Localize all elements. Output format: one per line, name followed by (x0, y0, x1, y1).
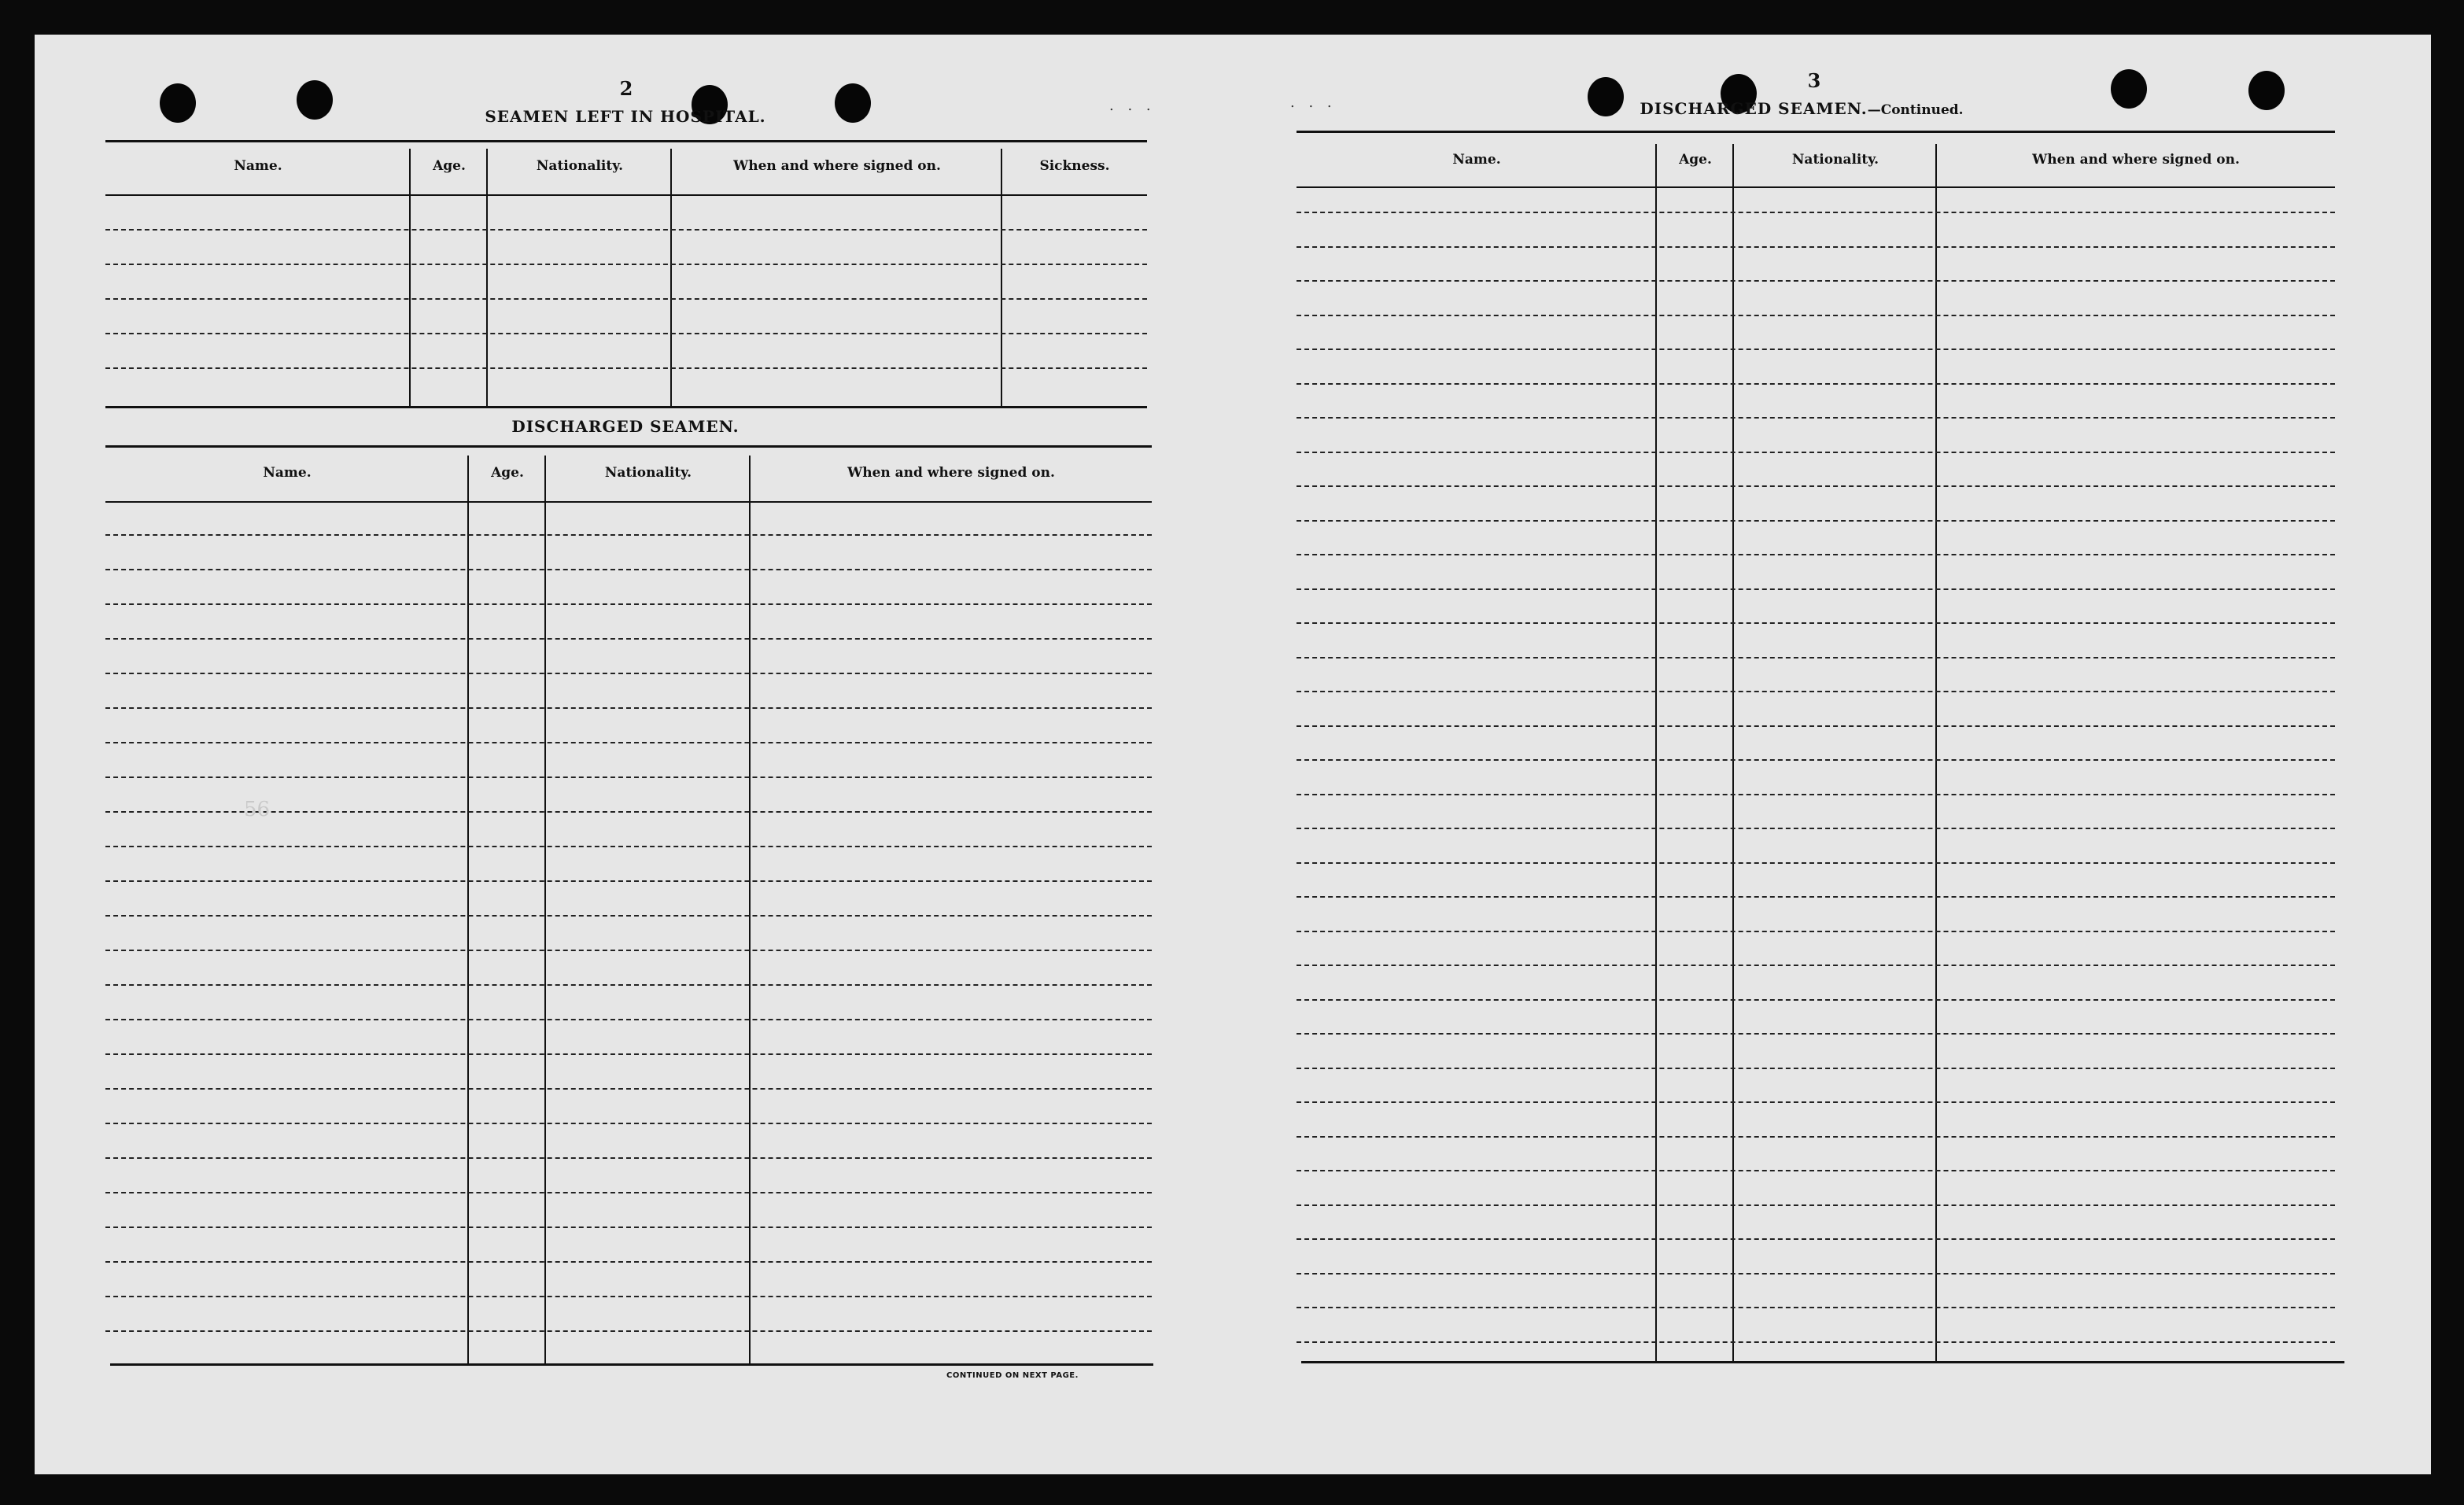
blank-row (105, 880, 1152, 882)
blank-row (1297, 1273, 2335, 1274)
blank-row (105, 333, 1147, 334)
blank-row (1297, 485, 2335, 487)
blank-row (105, 569, 1152, 570)
blank-row (1297, 862, 2335, 864)
column-divider (670, 149, 672, 408)
blank-row (1297, 383, 2335, 385)
blank-row (105, 1296, 1152, 1297)
blank-row (105, 950, 1152, 951)
blank-row (1297, 315, 2335, 316)
discharged-table-left (105, 445, 1152, 1363)
blank-row (105, 1123, 1152, 1124)
blank-row (1297, 1170, 2335, 1171)
blank-row (1297, 999, 2335, 1001)
col-header-sickness: Sickness. (1039, 158, 1110, 174)
continued-note: CONTINUED ON NEXT PAGE. (946, 1371, 1079, 1380)
blank-row (1297, 280, 2335, 282)
col-header-name: Name. (234, 158, 282, 174)
blank-row (105, 1157, 1152, 1159)
column-divider (1001, 149, 1002, 408)
ink-smudge: . . . (1109, 98, 1156, 114)
blank-row (1297, 212, 2335, 213)
blank-row (1297, 622, 2335, 624)
column-divider (1655, 144, 1657, 1363)
hospital-table (105, 140, 1147, 408)
blank-row (1297, 794, 2335, 795)
blank-row (1297, 554, 2335, 555)
blank-row (1297, 1238, 2335, 1240)
blank-row (105, 264, 1147, 265)
blank-row (105, 915, 1152, 917)
column-divider (409, 149, 411, 408)
punch-hole (835, 83, 871, 123)
punch-hole (2248, 71, 2285, 110)
blank-row (1297, 520, 2335, 522)
blank-row (105, 1088, 1152, 1090)
punch-hole (160, 83, 196, 123)
col-header-nationality: Nationality. (1791, 152, 1879, 168)
blank-row (1297, 828, 2335, 829)
blank-row (1297, 1341, 2335, 1343)
blank-row (105, 846, 1152, 847)
punch-hole (2111, 69, 2147, 109)
col-header-age: Age. (433, 158, 466, 174)
blank-row (1297, 1136, 2335, 1138)
blank-row (1297, 1068, 2335, 1069)
faint-mark: 56 (244, 798, 271, 821)
blank-row (1297, 725, 2335, 727)
blank-row (105, 603, 1152, 605)
blank-row (1297, 1033, 2335, 1035)
col-header-nationality: Nationality. (536, 158, 624, 174)
col-header-signed-on: When and where signed on. (847, 465, 1055, 481)
blank-row (1297, 931, 2335, 932)
blank-row (1297, 246, 2335, 248)
blank-row (1297, 1101, 2335, 1103)
page-number-left: 2 (619, 77, 633, 100)
col-header-name: Name. (263, 465, 312, 481)
blank-row (105, 1330, 1152, 1332)
blank-row (1297, 965, 2335, 966)
section-rule (105, 406, 1147, 408)
blank-row (105, 298, 1147, 300)
blank-row (105, 534, 1152, 536)
blank-row (105, 367, 1147, 369)
discharged-section-title: DISCHARGED SEAMEN. (511, 417, 740, 436)
blank-row (105, 1019, 1152, 1020)
hospital-section-title: SEAMEN LEFT IN HOSPITAL. (485, 107, 766, 126)
blank-row (105, 1192, 1152, 1193)
discharged-table-right (1297, 131, 2335, 1363)
blank-row (105, 673, 1152, 674)
blank-row (105, 638, 1152, 640)
page-number-right: 3 (1807, 69, 1821, 92)
col-header-signed-on: When and where signed on. (733, 158, 941, 174)
table-bottom-rule (110, 1363, 1153, 1366)
column-divider (1732, 144, 1734, 1363)
col-header-nationality: Nationality. (604, 465, 692, 481)
blank-row (1297, 452, 2335, 453)
blank-row (1297, 588, 2335, 590)
blank-row (105, 742, 1152, 743)
blank-row (1297, 1204, 2335, 1206)
punch-hole (297, 80, 333, 120)
blank-row (105, 1261, 1152, 1263)
blank-row (1297, 657, 2335, 658)
blank-row (1297, 896, 2335, 898)
discharged-continued-title (1605, 99, 1998, 118)
blank-row (105, 707, 1152, 709)
blank-row (105, 1053, 1152, 1055)
discharged-title-suffix: —Continued. (1867, 102, 1964, 118)
col-header-age: Age. (1679, 152, 1712, 168)
discharged-title-main: DISCHARGED SEAMEN. (1640, 99, 1868, 118)
column-divider (1935, 144, 1937, 1363)
col-header-name: Name. (1452, 152, 1501, 168)
col-header-age: Age. (491, 465, 524, 481)
blank-row (105, 1227, 1152, 1228)
column-divider (486, 149, 488, 408)
blank-row (105, 229, 1147, 231)
blank-row (1297, 349, 2335, 350)
blank-row (105, 984, 1152, 986)
blank-row (1297, 691, 2335, 692)
blank-row (105, 776, 1152, 778)
blank-row (1297, 759, 2335, 761)
blank-row (1297, 1307, 2335, 1308)
col-header-signed-on: When and where signed on. (2032, 152, 2240, 168)
blank-row (1297, 417, 2335, 419)
table-bottom-rule (1301, 1361, 2344, 1363)
ink-smudge: . . . (1290, 94, 1337, 111)
